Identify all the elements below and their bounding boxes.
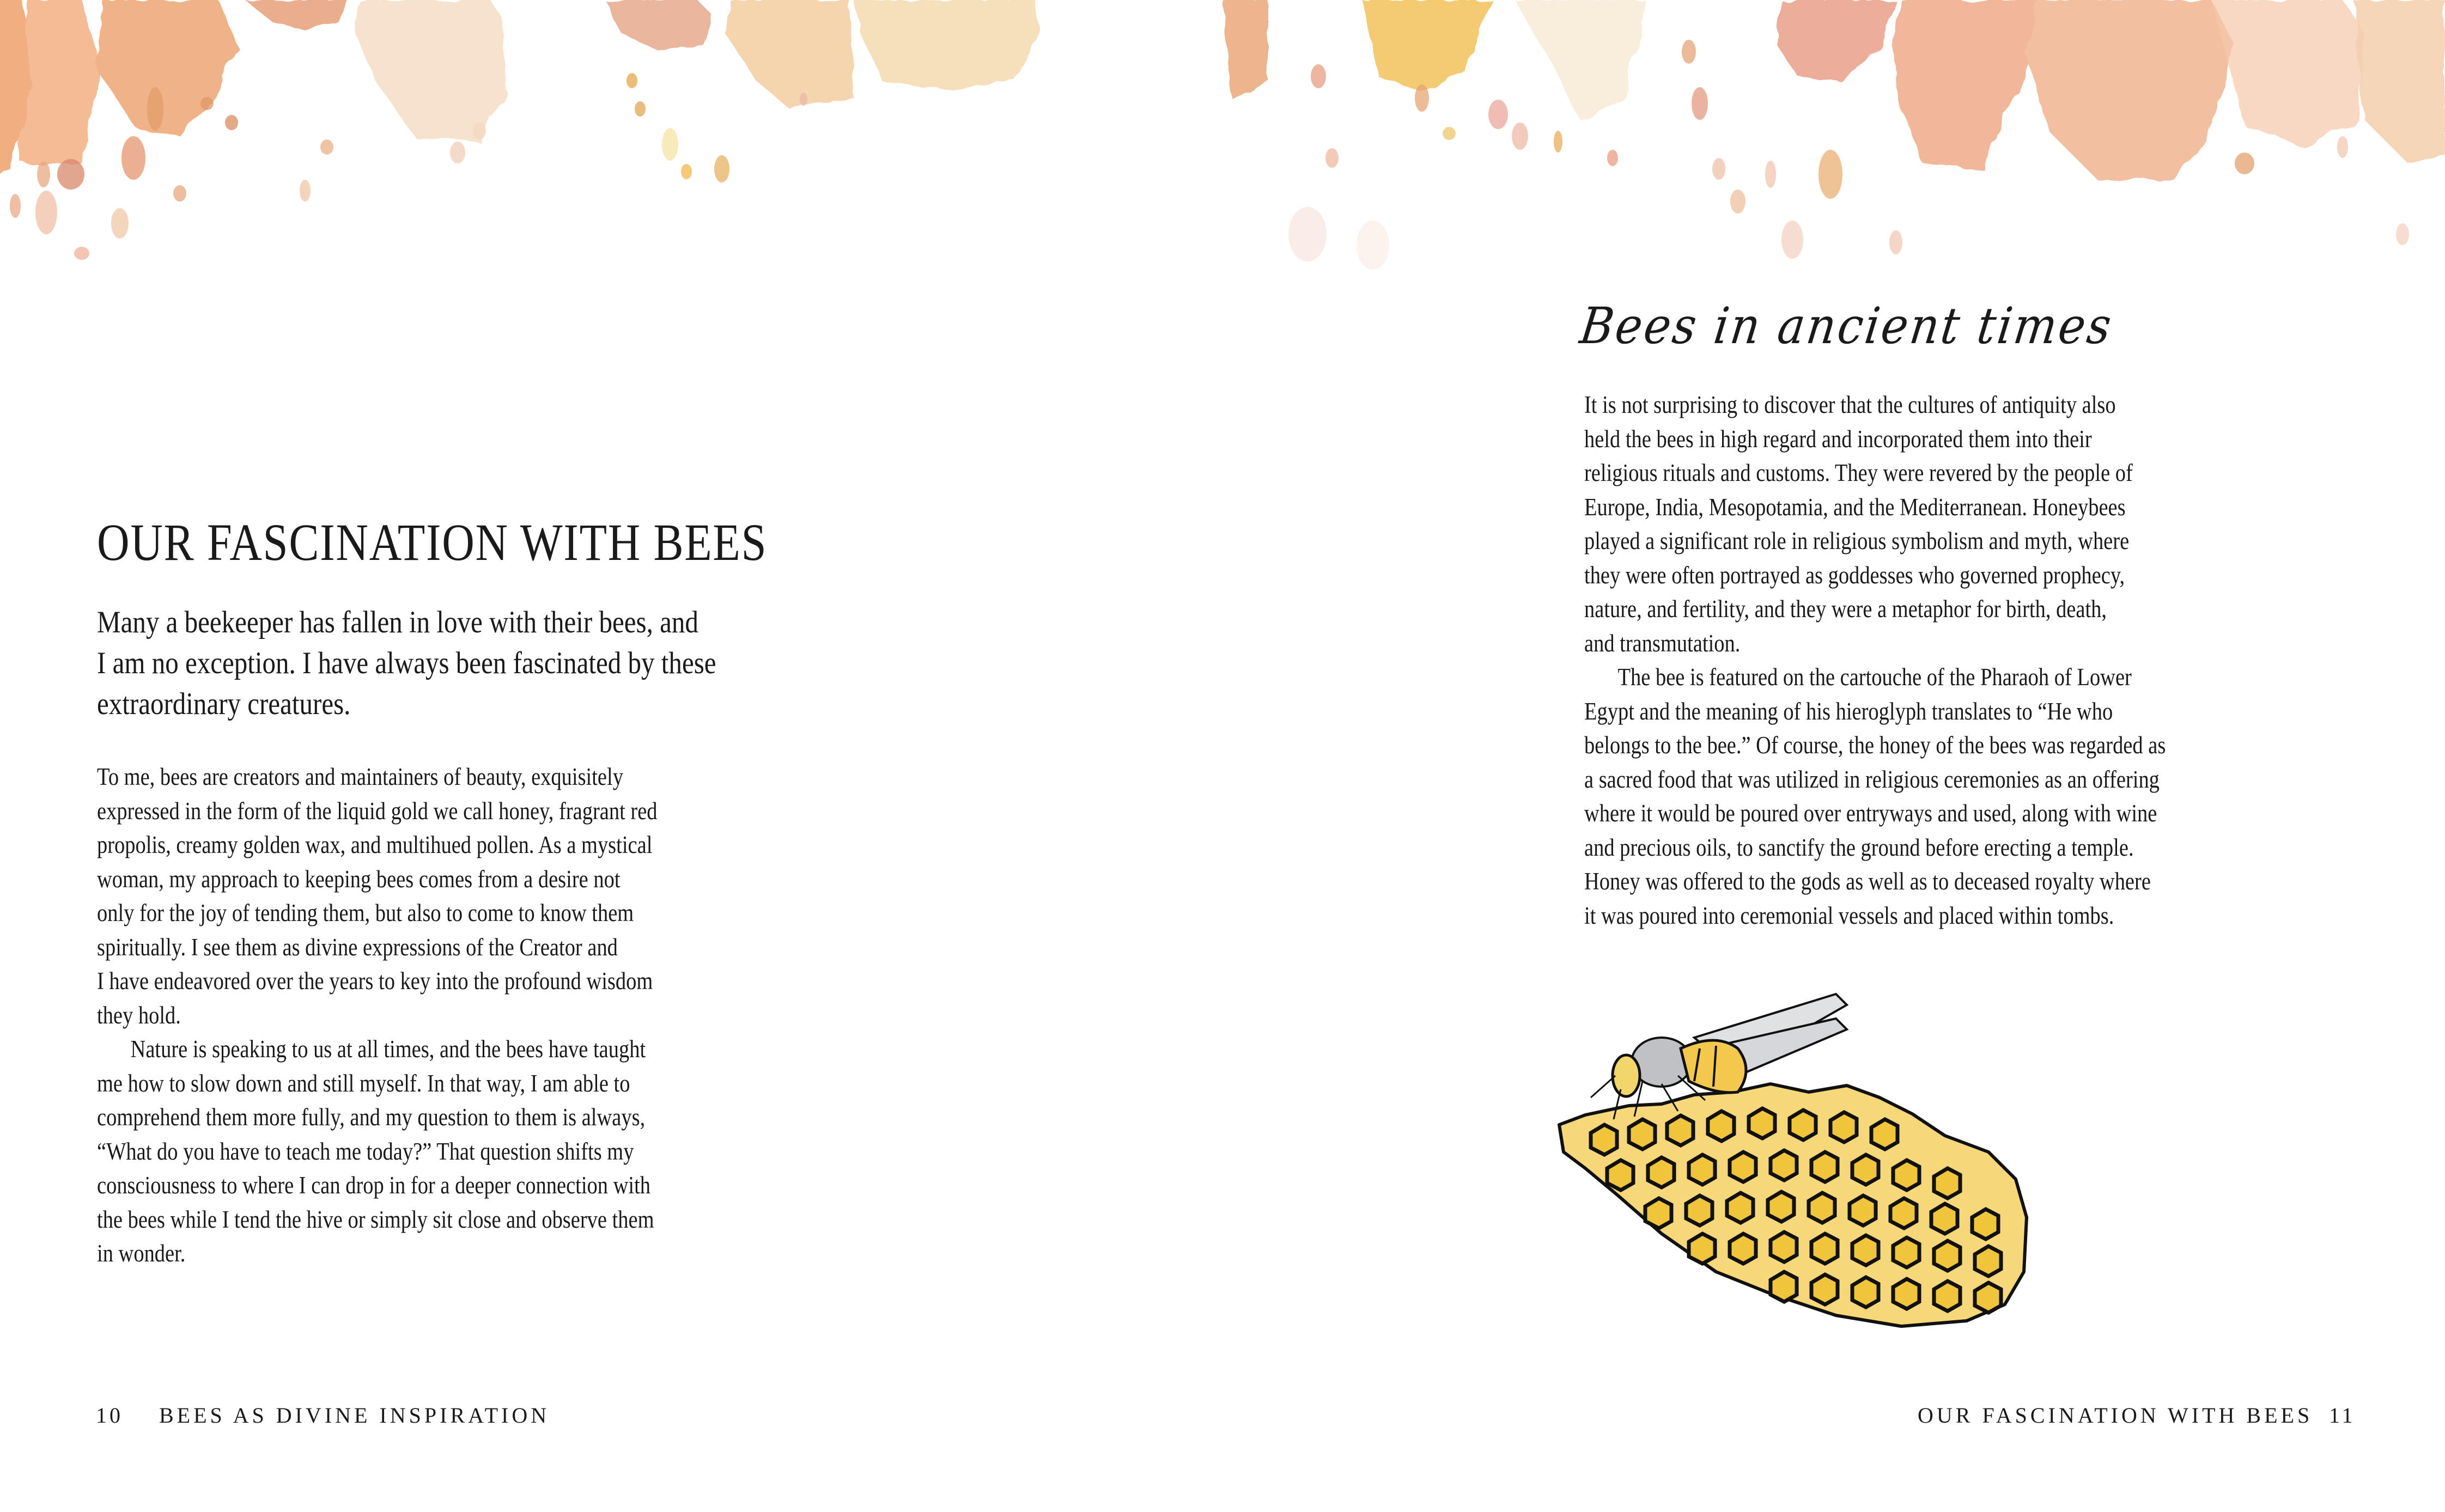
text-line: consciousness to where I can drop in for a deeper connection with [97, 1172, 651, 1199]
text-line: it was poured into ceremonial vessels and placed within tombs. [1584, 901, 2114, 929]
text-line: expressed in the form of the liquid gold we call honey, fragrant red [97, 797, 658, 825]
text-line: they were often portrayed as goddesses who governed prophecy, [1584, 561, 2125, 589]
lead-line: extraordinary creatures. [97, 687, 351, 721]
text-line: It is not surprising to discover that the cultures of antiquity also [1584, 391, 2116, 418]
running-head-right: OUR FASCINATION WITH BEES [1918, 1403, 2313, 1428]
text-line: belongs to the bee.” Of course, the honey of the bees was regarded as [1584, 731, 2166, 759]
text-line: religious rituals and customs. They were revered by the people of [1584, 459, 2133, 486]
running-head-left: BEES AS DIVINE INSPIRATION [159, 1403, 550, 1428]
text-line: and transmutation. [1584, 629, 1741, 657]
text-line: and precious oils, to sanctify the ground before erecting a temple. [1584, 833, 2134, 861]
text-line: Nature is speaking to us at all times, and the bees have taught [130, 1035, 646, 1063]
honeycomb-icon [1559, 1084, 2027, 1326]
text-line: The bee is featured on the cartouche of the Pharaoh of Lower [1617, 663, 2132, 691]
left-body-text [97, 760, 658, 1271]
text-line: the bees while I tend the hive or simply sit close and observe them [97, 1205, 654, 1233]
text-line: nature, and fertility, and they were a metaphor for birth, death, [1584, 595, 2107, 623]
text-line: held the bees in high regard and incorporated them into their [1584, 425, 2092, 453]
text-line: only for the joy of tending them, but also to come to know them [97, 899, 634, 926]
bee-on-honeycomb-illustration [1553, 989, 2070, 1364]
chapter-title: OUR FASCINATION WITH BEES [97, 513, 768, 571]
text-line: they hold. [97, 1001, 181, 1029]
text-line: To me, bees are creators and maintainers of beauty, exquisitely [97, 763, 623, 790]
lead-paragraph [97, 602, 893, 724]
text-line: “What do you have to teach me today?” That question shifts my [97, 1137, 634, 1165]
page-number-left: 10 [96, 1403, 123, 1428]
lead-line: I am no exception. I have always been fascinated by these [97, 646, 716, 680]
section-heading: Bees in ancient times [1577, 297, 2116, 355]
text-line: a sacred food that was utilized in religious ceremonies as an offering [1584, 765, 2160, 793]
text-line: played a significant role in religious symbolism and myth, where [1584, 527, 2130, 554]
text-line: I have endeavored over the years to key into the profound wisdom [97, 967, 653, 995]
text-line: propolis, creamy golden wax, and multihued pollen. As a mystical [97, 831, 653, 858]
text-line: where it would be poured over entryways and used, along with wine [1584, 800, 2157, 827]
text-line: Europe, India, Mesopotamia, and the Mediterranean. Honeybees [1584, 493, 2126, 521]
text-line: Egypt and the meaning of his hieroglyph translates to “He who [1584, 697, 2113, 725]
text-line: woman, my approach to keeping bees comes from a desire not [97, 865, 621, 893]
lead-line: Many a beekeeper has fallen in love with their bees, and [97, 605, 698, 639]
left-page [0, 0, 1222, 1512]
text-line: comprehend them more fully, and my question to them is always, [97, 1103, 646, 1131]
text-line: Honey was offered to the gods as well as to deceased royalty where [1584, 868, 2151, 895]
page-number-right: 11 [2329, 1403, 2356, 1428]
right-body-text [1584, 388, 2166, 932]
text-line: me how to slow down and still myself. In that way, I am able to [97, 1069, 630, 1097]
text-line: spiritually. I see them as divine expressions of the Creator and [97, 933, 618, 961]
text-line: in wonder. [97, 1240, 186, 1267]
